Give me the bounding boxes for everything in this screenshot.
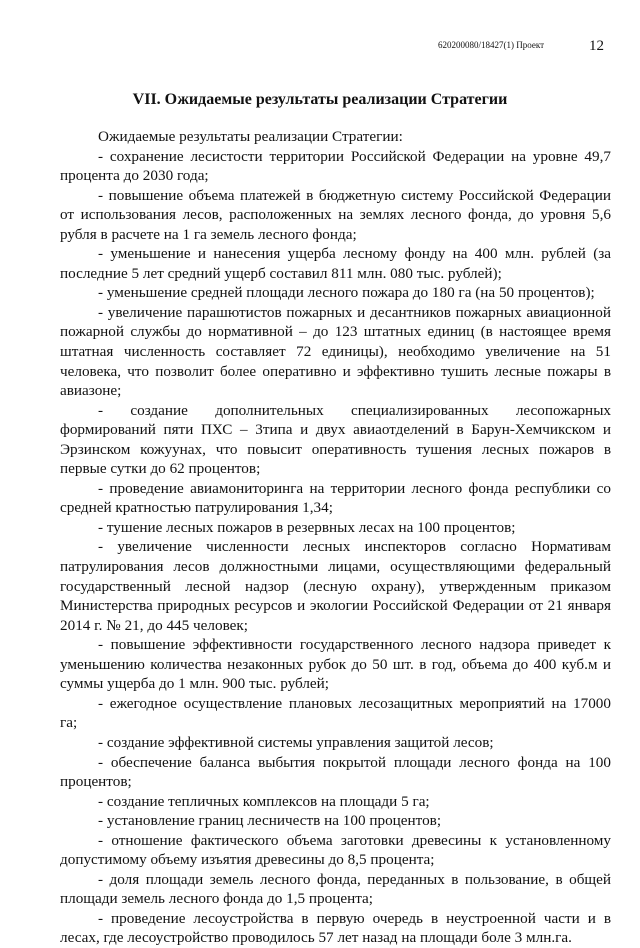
- list-item: - ежегодное осуществление плановых лесозащитных мероприятий на 17000 га;: [60, 694, 611, 732]
- list-item: - проведение авиамониторинга на территории лесного фонда республики со средней кратностью патрулирования 1,34;: [60, 479, 611, 517]
- list-item: - доля площади земель лесного фонда, переданных в пользование, в общей площади земель лесного фонда до 1,5 процента;: [60, 870, 611, 908]
- page-number: 12: [589, 38, 604, 54]
- list-item: - проведение лесоустройства в первую очередь в неустроенной части и в лесах, где лесоустройство проводилось 57 лет назад на площади боле 3 млн.га.: [60, 909, 611, 947]
- list-item: - повышение объема платежей в бюджетную систему Российской Федерации от использования лесов, расположенных на землях лесного фонда, до уровня 5,6 рубля в расчете на 1 га земель лесного фонда;: [60, 186, 611, 243]
- list-item: - отношение фактического объема заготовки древесины к установленному допустимому объему изъятия древесины до 8,5 процента;: [60, 831, 611, 869]
- list-item: - создание тепличных комплексов на площади 5 га;: [98, 792, 430, 810]
- intro-paragraph: Ожидаемые результаты реализации Стратегии:: [98, 128, 403, 145]
- list-item: - создание эффективной системы управления защитой лесов;: [98, 733, 494, 751]
- section-title: VII. Ожидаемые результаты реализации Стратегии: [132, 91, 508, 108]
- list-item: - установление границ лесничеств на 100 процентов;: [98, 812, 442, 830]
- list-item: - повышение эффективности государственного лесного надзора приведет к уменьшению количества незаконных рубок до 50 шт. в год, объема до 400 куб.м и суммы ущерба до 1 млн. 900 тыс. рублей;: [60, 636, 611, 693]
- section-body: [60, 127, 611, 948]
- list-item: - уменьшение и нанесения ущерба лесному фонду на 400 млн. рублей (за последние 5 лет средний ущерб составил 811 млн. 080 тыс. рублей);: [60, 245, 611, 282]
- list-item: - обеспечение баланса выбытия покрытой площади лесного фонда на 100 процентов;: [60, 753, 611, 791]
- list-item: - увеличение численности лесных инспекторов согласно Нормативам патрулирования лесов должностными лицами, осуществляющими федеральный государственный лесной надзор (лесную охрану), утвержденным приказом Министерства природных ресурсов и экологии Российской Федерации от 21 января 2014 г. № 21, до 445 человек;: [60, 538, 611, 634]
- list-item: - создание дополнительных специализированных лесопожарных формирований пяти ПХС – 3типа и двух авиаотделений в Барун-Хемчикском и Эрзинском кожуунах, что повысит оперативность тушения лесных пожаров в первые сутки до 62 процентов;: [60, 401, 611, 478]
- document-id: 620200080/18427(1) Проект: [438, 40, 545, 50]
- list-item: - увеличение парашютистов пожарных и десантников пожарных авиационной пожарной службы до нормативной – до 123 штатных единиц (в настоящее время штатная численность составляет 72 единицы), необходимо увеличение на 51 человека, что позволит более оперативно и эффективно тушить лесные пожары в авиазоне;: [60, 303, 611, 400]
- list-item: - тушение лесных пожаров в резервных лесах на 100 процентов;: [98, 518, 516, 536]
- list-item: - сохранение лесистости территории Российской Федерации на уровне 49,7 процента до 2030 года;: [60, 147, 611, 185]
- list-item: - уменьшение средней площади лесного пожара до 180 га (на 50 процентов);: [98, 284, 595, 302]
